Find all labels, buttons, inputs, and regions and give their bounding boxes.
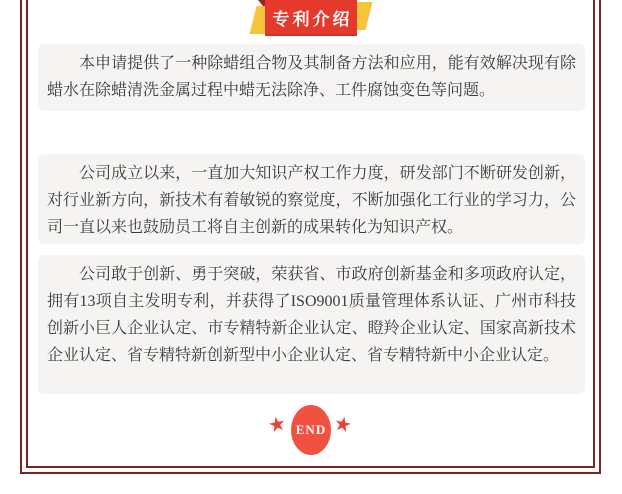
end-badge: END	[291, 405, 331, 455]
paragraph-card	[38, 44, 585, 111]
paragraph-card	[38, 255, 585, 394]
paragraph-text: 公司成立以来，一直加大知识产权工作力度，研发部门不断研发创新，对行业新方向，新技术有着敏锐的察觉度，不断加强化工行业的学习力，公司一直以来也鼓励员工将自主创新的成果转化为知识产权。	[47, 165, 576, 236]
paragraph-text: 公司敢于创新、勇于突破，荣获省、市政府创新基金和多项政府认定，拥有13项自主发明专利，并获得了ISO9001质量管理体系认证、广州市科技创新小巨人企业认定、市专精特新企业认定、瞪羚企业认定、国家高新技术企业认定、省专精特新创新型中小企业认定、省专精特新中小企业认定。	[47, 266, 576, 364]
star-icon: ★	[331, 410, 355, 438]
section-ribbon	[265, 0, 357, 36]
star-icon: ★	[265, 410, 289, 438]
paragraph-card	[38, 154, 585, 244]
section-title: 专利介绍	[265, 0, 357, 36]
paragraph-text: 本申请提供了一种除蜡组合物及其制备方法和应用，能有效解决现有除蜡水在除蜡清洗金属过程中蜡无法除净、工件腐蚀变色等问题。	[47, 55, 576, 99]
